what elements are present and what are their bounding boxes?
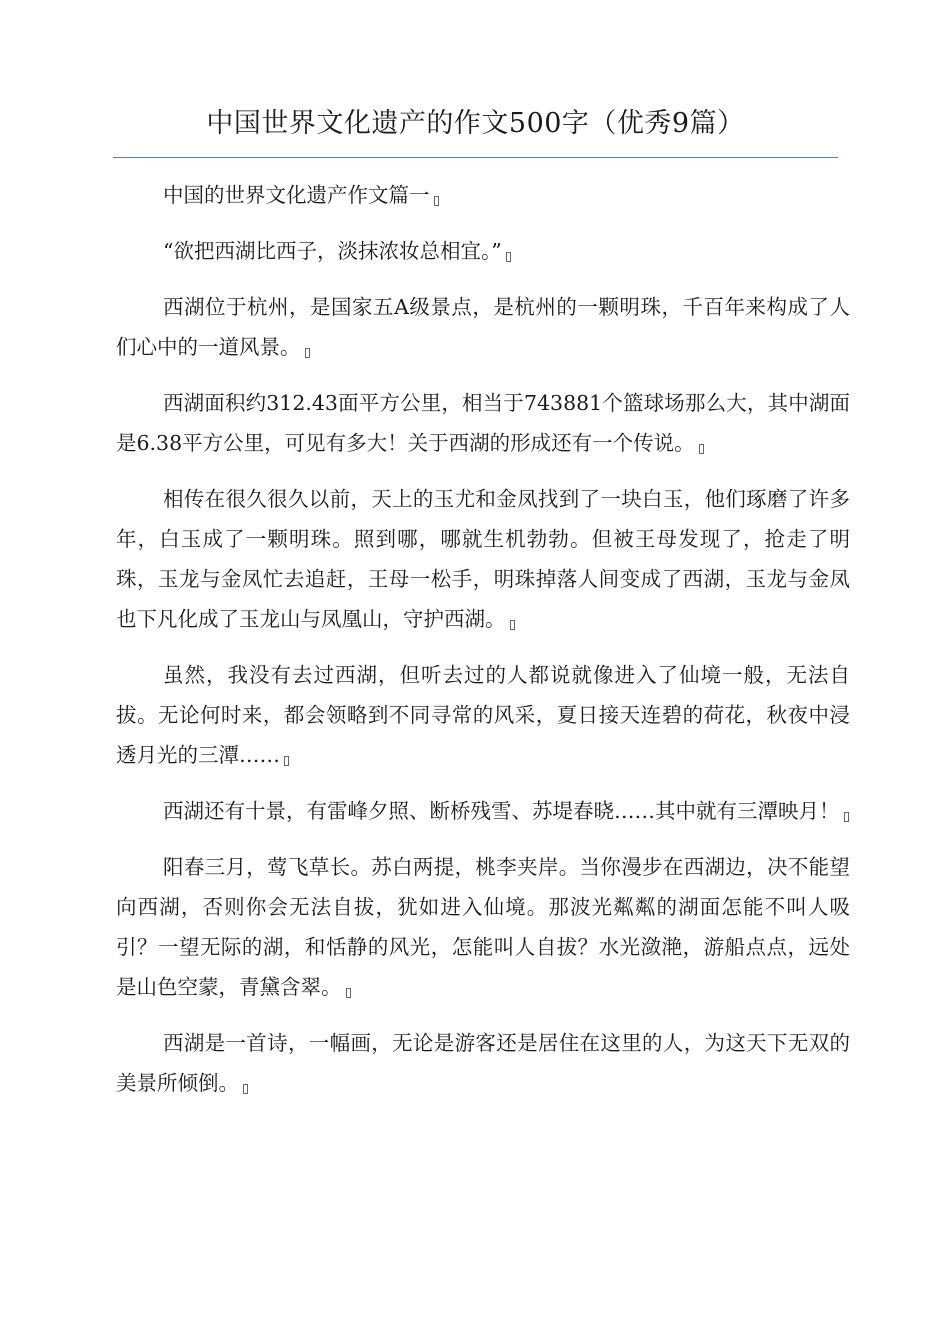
paragraph-mark-icon: [243, 1084, 248, 1094]
paragraph-mark-icon: [510, 620, 515, 630]
paragraph: [116, 175, 850, 215]
paragraph-text: 阳春三月，莺飞草长。苏白两提，桃李夹岸。当你漫步在西湖边，决不能望向西湖，否则你会无法自拔，犹如进入仙境。那波光粼粼的湖面怎能不叫人吸引？一望无际的湖，和恬静的风光，怎能叫人自拔？水光潋滟，游船点点，远处是山色空蒙，青黛含翠。: [116, 855, 850, 999]
paragraph: [116, 287, 850, 367]
document-title: 中国世界文化遗产的作文500字（优秀9篇）: [206, 108, 745, 139]
paragraph-text: 西湖是一首诗，一幅画，无论是游客还是居住在这里的人，为这天下无双的美景所倾倒。: [116, 1031, 850, 1095]
paragraph-mark-icon: [506, 252, 511, 262]
paragraph: [116, 791, 850, 831]
paragraph-text: 虽然，我没有去过西湖，但听去过的人都说就像进入了仙境一般，无法自拔。无论何时来，都会领略到不同寻常的风采，夏日接天连碧的荷花，秋夜中浸透月光的三潭……: [116, 663, 850, 767]
paragraph-text: 西湖位于杭州，是国家五A级景点，是杭州的一颗明珠，千百年来构成了人们心中的一道风景。: [116, 295, 850, 359]
paragraph: [116, 1023, 850, 1103]
paragraph: [116, 655, 850, 775]
paragraph-mark-icon: [434, 196, 439, 206]
paragraph: [116, 383, 850, 463]
paragraph-text: 中国的世界文化遗产作文篇一: [163, 183, 430, 207]
paragraph-mark-icon: [844, 812, 849, 822]
paragraph: [116, 847, 850, 1007]
title-divider: [113, 157, 838, 158]
paragraph-text: 西湖面积约312.43面平方公里，相当于743881个篮球场那么大，其中湖面是6.38平方公里，可见有多大！关于西湖的形成还有一个传说。: [116, 391, 850, 455]
paragraph: [116, 231, 850, 271]
paragraph: [116, 479, 850, 639]
paragraph-mark-icon: [346, 988, 351, 998]
paragraph-mark-icon: [305, 348, 310, 358]
paragraph-text: 相传在很久很久以前，天上的玉尤和金凤找到了一块白玉，他们琢磨了许多年，白玉成了一颗明珠。照到哪，哪就生机勃勃。但被王母发现了，抢走了明珠，玉龙与金凤忙去追赶，王母一松手，明珠掉落人间变成了西湖，玉龙与金凤也下凡化成了玉龙山与凤凰山，守护西湖。: [116, 487, 850, 631]
paragraph-mark-icon: [699, 444, 704, 454]
document-body: [116, 175, 850, 1119]
paragraph-text: “欲把西湖比西子，淡抹浓妆总相宜。”: [163, 239, 502, 263]
paragraph-text: 西湖还有十景，有雷峰夕照、断桥残雪、苏堤春晓……其中就有三潭映月！: [163, 799, 840, 823]
paragraph-mark-icon: [284, 756, 289, 766]
